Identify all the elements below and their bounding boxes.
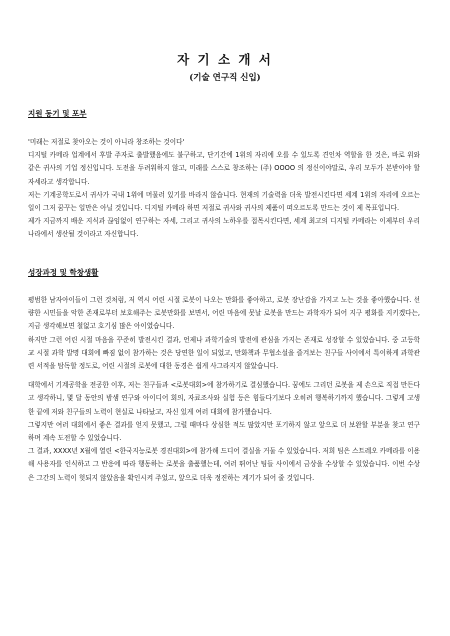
body-paragraph: 그렇지만 여러 대회에서 좋은 결과를 얻지 못했고, 그럴 때마다 상심한 적도 많았지만 포기하지 않고 앞으로 더 보완할 부분을 찾고 연구하며 계속 도전할 수 있었습니다. [28,420,420,443]
body-paragraph: 그 결과, XXXX년 X월에 열린 <한국지능로봇 경진대회>에 참가해 드디어 결실을 거둘 수 있었습니다. 저희 팀은 스트레오 카메라를 이용해 사용자를 인식하고 그 반응에 따라 행동하는 로봇을 출품했는데, 여러 뛰어난 팀들 사이에서 금상을 수상할 수 있었습니다. 이번 수상은 그간의 노력이 헛되지 않았음을 확인시켜 주었고, 앞으로 더욱 정진하는 계기가 되어 줄 것입니다. [28,447,420,482]
section-motivation [28,108,420,242]
section-heading: 지원 동기 및 포부 [28,109,87,118]
quote-paragraph: '미래는 저절로 찾아오는 것이 아니라 창조하는 것이다' [28,138,185,146]
body-paragraph: 디지털 카메라 업계에서 후발 주자로 출발했음에도 불구하고, 단기간에 1위의 자리에 오를 수 있도록 견인차 역할을 한 것은, 바로 위와 같은 귀사의 기업 정신입니다. 도전을 두려워하지 않고, 미래를 스스로 창조하는 (주) OOOO 의 정신이야말로, 우리 모두가 본받아야 할 자세라고 생각합니다. [28,151,420,186]
section-heading: 성장과정 및 학창생활 [28,268,99,277]
section-background [28,267,420,485]
body-paragraph: 평범한 남자아이들이 그런 것처럼, 저 역시 어린 시절 로봇이 나오는 만화를 좋아하고, 로봇 장난감을 가지고 노는 것을 좋아했습니다. 선량한 시민들을 악한 존재로부터 보호해주는 로봇만화를 보면서, 어린 마음에 못날 로봇을 만드는 과학자가 되어 지구 평화를 지키겠다는, 지금 생각해보면 철없고 호기심 많은 아이였습니다. [28,296,420,331]
body-paragraph: 저는 기계공학도로서 귀사가 국내 1위에 머물러 있기를 바라지 않습니다. 현재의 기술력을 더욱 발전시킨다면 세계 1위의 자리에 오르는 일이 그저 꿈꾸는 일만은 아닐 것입니다. 디지털 카메라 하면 저절로 귀사와 귀사의 제품이 떠오르도록 만드는 것이 제 목표입니다. [28,190,420,213]
body-paragraph: 대학에서 기계공학을 전공한 이후, 저는 친구들과 <로봇대회>에 참가하기로 결심했습니다. 꿈에도 그리던 로봇을 제 손으로 직접 만든다고 생각하니, 몇 달 동안의 밤샘 연구와 아이디어 회의, 자료조사와 실험 등은 힘들다기보다 오히려 행복하기까지 했습니다. 그렇게 고생한 끝에 저와 친구들의 노력이 현실로 나타났고, 자신 있게 여러 대회에 참가했습니다. [28,381,420,416]
body-paragraph: 제가 지금까지 배운 지식과 끊임없이 연구하는 자세, 그리고 귀사의 노하우를 접목시킨다면, 세계 최고의 디지털 카메라는 이제부터 우리나라에서 생산될 것이라고 자신합니다. [28,217,420,239]
document-title: 자 기 소 개 서 [177,52,273,67]
body-paragraph: 하지만 그런 어린 시절 마음을 꾸준히 발전시킨 결과, 언제나 과학기술의 발전에 관심을 가지는 존재로 성장할 수 있었습니다. 중 고등학교 시절 과학 발명 대회에 빠짐 없이 참가하는 것은 당연한 일이 되었고, 만화책과 무협소설을 즐겨보는 친구들 사이에서 특이하게 과학관련 서적을 탐독할 정도로, 어린 시절의 로봇에 대한 동경은 쉽게 사그라지지 않았습니다. [28,335,420,371]
document-subtitle: (기술 연구직 신입) [189,73,261,83]
